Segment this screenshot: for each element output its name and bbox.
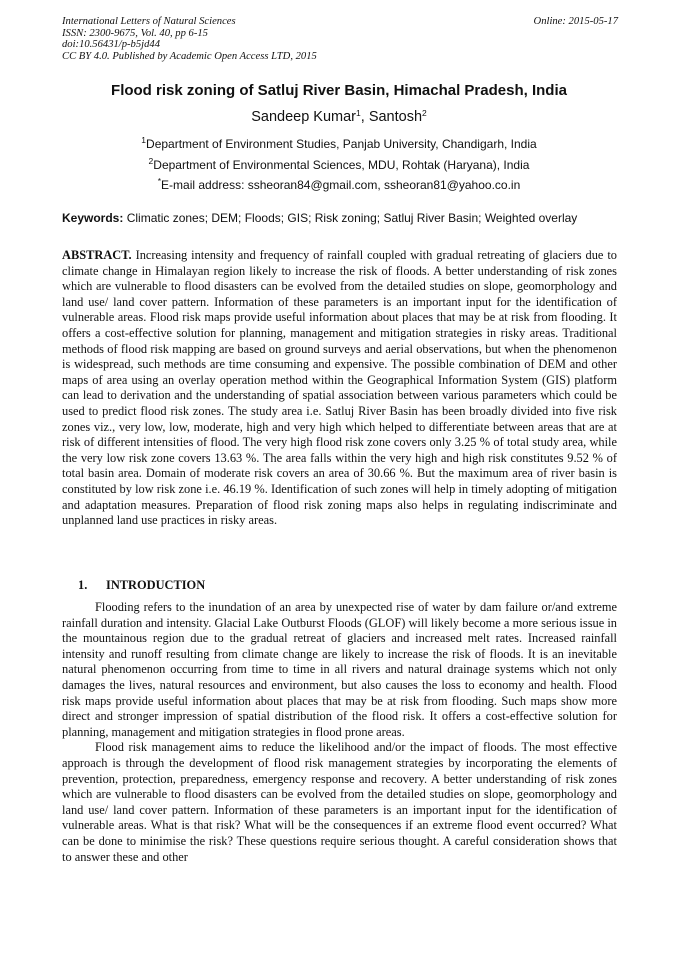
issn-line: ISSN: 2300-9675, Vol. 40, pp 6-15 [62, 27, 208, 39]
affil-mark: 1 [141, 134, 147, 145]
section-heading [78, 578, 205, 593]
keywords-text: Climatic zones; DEM; Floods; GIS; Risk zoning; Satluj River Basin; Weighted overlay [123, 211, 578, 225]
abstract-text: Increasing intensity and frequency of rainfall coupled with gradual retreating of glaciers due to climate change in Himalayan region likely to increase the risk of floods. A better understanding of risk zones which are vulnerable to flood disasters can be evolved from the detailed studies on slope, geomorphology and land use/ land cover pattern. Information of these parameters is an important input for the identification of vulnerable areas. Flood risk maps provide useful information about places that may be at risk from flooding. It offers a cost-effective solution for planning, management and mitigation strategies in risky areas. Traditional methods of flood risk mapping are based on ground surveys and aerial observations, but when the phenomenon is widespread, such methods are time consuming and expensive. The possible combination of DEM and other maps of area using an overlay operation method within the Geographical Information System (GIS) platform can lead to derivation and the understanding of spatial association between various parameters which could be used to predict flood risk zones. The study area i.e. Satluj River Basin has been broadly divided into five risk zones viz., very low, low, moderate, high and very high which helped to differentiate between areas that are at risk of different intensities of flood. The very high flood risk zone covers only 3.25 % of total study area, while the very low risk zone covers 13.63 %. The area falls within the very high and high risk constitutes 9.52 % of total basin area. Domain of moderate risk covers an area of 30.66 %. But the maximum area of river basin is constituted by low risk zone i.e. 46.19 %. Identification of such zones will help in timely adopting of mitigation and adaptation measures. Preparation of flood risk zoning maps also helps in regulating indiscriminate and unplanned land use practices in risky areas. [62, 248, 617, 528]
doi-line: doi:10.56431/p-b5jd44 [62, 39, 160, 51]
email-text: E-mail address: ssheoran84@gmail.com, ssheoran81@yahoo.co.in [161, 178, 521, 192]
license-line: CC BY 4.0. Published by Academic Open Access LTD, 2015 [62, 50, 317, 62]
introduction-body [62, 600, 617, 865]
author-name: Sandeep Kumar [251, 109, 357, 125]
online-date: Online: 2015-05-17 [533, 16, 618, 27]
paper-title: Flood risk zoning of Satluj River Basin, Himachal Pradesh, India [111, 82, 567, 99]
affil-text: Department of Environment Studies, Panjab University, Chandigarh, India [146, 137, 537, 151]
affil-mark: 2 [148, 155, 154, 166]
journal-name: International Letters of Natural Sciences [62, 16, 236, 27]
author-affil-mark: 2 [422, 107, 427, 118]
affil-mark: * [157, 175, 162, 186]
keywords [62, 211, 622, 225]
author-affil-mark: 1 [356, 107, 361, 118]
affiliation-2 [40, 155, 638, 172]
author-list [40, 109, 638, 125]
section-number: 1. [78, 578, 88, 592]
section-title: INTRODUCTION [106, 578, 206, 592]
intro-paragraph: Flooding refers to the inundation of an area by unexpected rise of water by dam failure or/and extreme rainfall duration and intensity. Glacial Lake Outburst Floods (GLOF) will likely become a more serious issue in the mountainous region due to the gradual retreat of glaciers and increased melt rates. Increased rainfall intensity and runoff resulting from climate change are likely to increase the risk of floods. It is an inevitable natural phenomenon occurring from time to time in all rivers and natural drainage systems which not only damages the lives, natural resources and environment, but also causes the loss to economy and health. Flood risk maps provide useful information about places that may be at risk from flooding. Such maps show more direct and stronger impression of spatial distribution of the flood risk. It offers a cost-effective solution for planning, management and mitigation strategies in flood prone areas. [62, 600, 617, 739]
keywords-label: Keywords: [62, 211, 124, 225]
abstract [62, 248, 617, 529]
intro-paragraph: Flood risk management aims to reduce the likelihood and/or the impact of floods. The most effective approach is through the development of flood risk management strategies by incorporating the elements of prevention, protection, preparedness, emergency response and recovery. A better understanding of risk zones which are vulnerable to flood disasters can be evolved from the detailed studies on slope, geomorphology and land use/ land cover pattern. Information of these parameters is an important input for the identification of vulnerable areas. What is that risk? What will be the consequences if an extreme flood event occurred? What can be done to minimise the risk? These questions require serious thought. A careful consideration shows that to answer these and other [62, 740, 617, 864]
email-line [40, 175, 638, 192]
journal-header [62, 16, 618, 62]
author-name: Santosh [368, 109, 423, 125]
affiliation-1 [40, 134, 638, 151]
abstract-label: ABSTRACT. [62, 248, 132, 262]
author-separator: , [360, 109, 369, 125]
affil-text: Department of Environmental Sciences, MDU, Rohtak (Haryana), India [153, 158, 530, 172]
